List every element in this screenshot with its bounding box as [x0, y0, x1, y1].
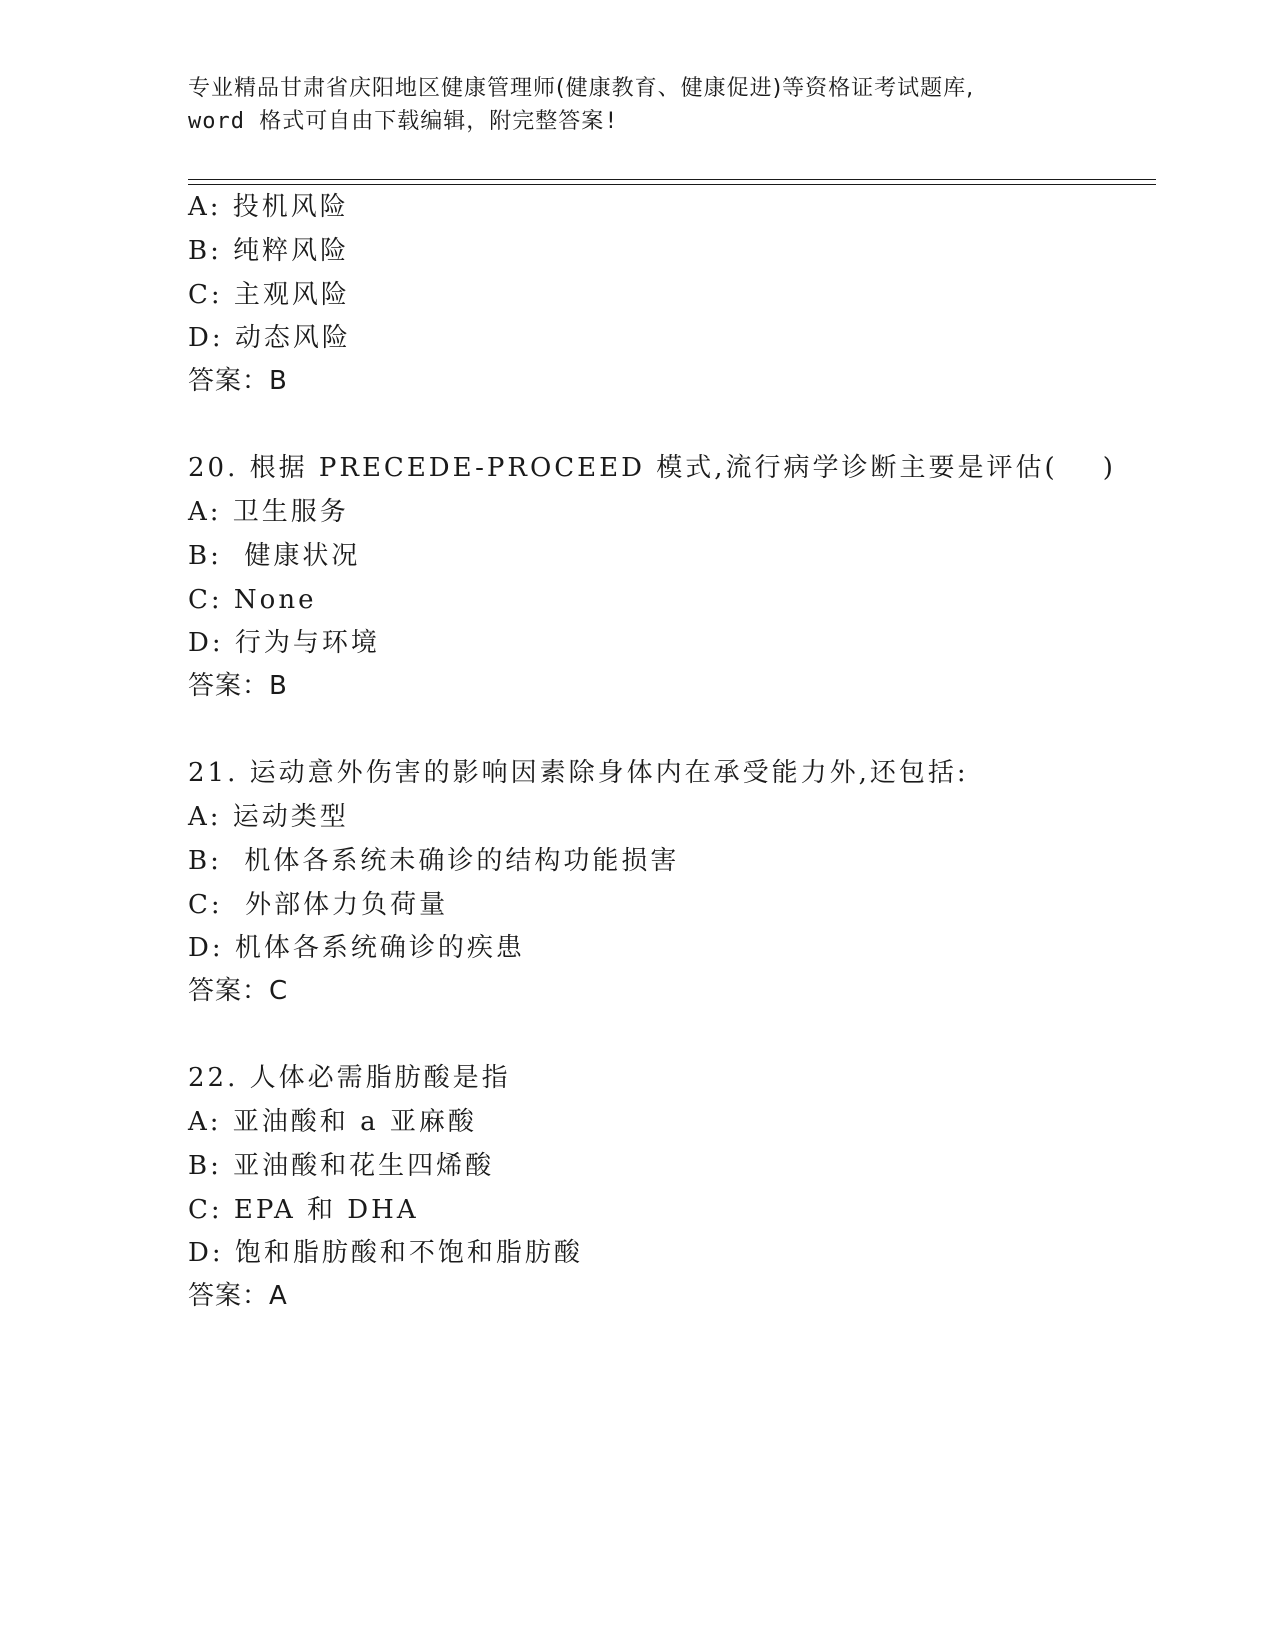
option-a: A: 投机风险 [188, 192, 349, 222]
option-b: B: 健康状况 [188, 541, 361, 571]
option-d: D: 机体各系统确诊的疾患 [188, 933, 525, 963]
question-20: 20. 根据 PRECEDE-PROCEED 模式,流行病学诊断主要是评估( ) [188, 453, 1116, 483]
option-c: C: EPA 和 DHA [188, 1195, 419, 1225]
question-21: 21. 运动意外伤害的影响因素除身体内在承受能力外,还包括: [188, 758, 969, 788]
option-a: A: 卫生服务 [188, 497, 349, 527]
option-c: C: 主观风险 [188, 280, 350, 310]
option-a: A: 运动类型 [188, 802, 349, 832]
document-header [188, 72, 1088, 138]
answer: 答案：B [188, 366, 288, 396]
header-line-1: 专业精品甘肃省庆阳地区健康管理师(健康教育、健康促进)等资格证考试题库, [188, 76, 975, 101]
option-c: C: 外部体力负荷量 [188, 890, 449, 920]
option-b: B: 亚油酸和花生四烯酸 [188, 1151, 495, 1181]
answer: 答案：B [188, 671, 288, 701]
option-a: A: 亚油酸和 a 亚麻酸 [188, 1107, 477, 1137]
option-c: C: None [188, 585, 317, 615]
option-d: D: 行为与环境 [188, 628, 380, 658]
answer: 答案：A [188, 1281, 288, 1311]
header-divider-bottom [188, 184, 1156, 185]
header-divider-top [188, 179, 1156, 180]
option-b: B: 纯粹风险 [188, 236, 350, 266]
question-22: 22. 人体必需脂肪酸是指 [188, 1063, 511, 1093]
option-b: B: 机体各系统未确诊的结构功能损害 [188, 846, 680, 876]
option-d: D: 饱和脂肪酸和不饱和脂肪酸 [188, 1238, 583, 1268]
answer: 答案：C [188, 976, 289, 1006]
header-line-2: word 格式可自由下载编辑，附完整答案! [188, 109, 619, 134]
option-d: D: 动态风险 [188, 323, 351, 353]
